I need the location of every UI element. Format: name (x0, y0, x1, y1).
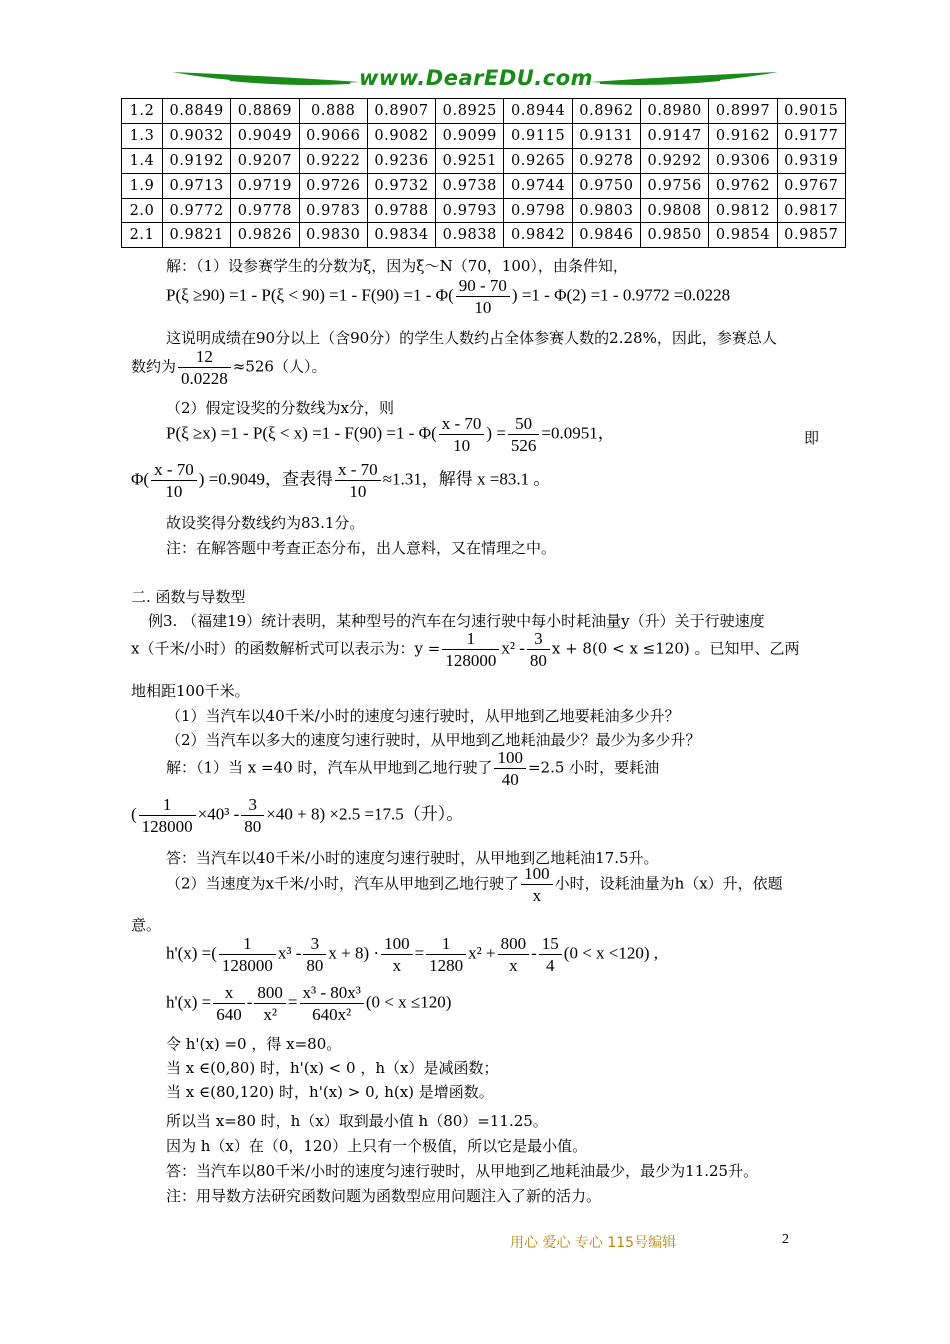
table-cell: 0.9192 (163, 148, 231, 173)
decreasing-line: 当 x ∈(0,80) 时，h'(x) < 0 ，h（x）是减函数； (166, 1059, 499, 1077)
derivative-eq1: h'(x) =( $\frac{1}{128000}$ x³ - $\frac{3}{80}$ x + 8) · $\frac{100}{x}$ = $\frac{1}{1280}$ x² + $\frac{800}{x}$ - $\frac{15}{4}$ (0 < x <120) , (166, 934, 659, 975)
table-cell: 0.9131 (572, 123, 640, 148)
table-cell: 0.9842 (504, 223, 572, 248)
table-cell: 0.9319 (777, 148, 845, 173)
minimum-line: 所以当 x=80 时，h（x）取到最小值 h（80）=11.25。 (166, 1112, 548, 1130)
table-cell: 0.9850 (641, 223, 709, 248)
fraction: $\frac{\text{x³ - 80x³}}{\text{640x²}}$ (300, 983, 364, 1024)
solution-2: （2）当速度为x千米/小时，汽车从甲地到乙地行驶了 $\frac{100}{x}$ 小时，设耗油量为h（x）升，依题 (166, 864, 783, 905)
table-cell: 0.9162 (709, 123, 777, 148)
table-cell: 0.9732 (367, 173, 435, 198)
table-cell: 0.9015 (777, 99, 845, 124)
table-cell: 0.9857 (777, 223, 845, 248)
sol2-line2: Φ( $\frac{x - 70}{10}$ ) =0.9049，查表得 $\frac{x - 70}{10}$ ≈1.31，解得 x =83.1 。 (131, 460, 551, 501)
fraction: $\frac{800}{\text{x²}}$ (254, 983, 286, 1024)
table-cell: 0.9854 (709, 223, 777, 248)
fraction: $\frac{100}{40}$ (494, 748, 526, 789)
table-cell: 0.9812 (709, 198, 777, 223)
table-cell: 0.9834 (367, 223, 435, 248)
fraction: $\frac{3}{80}$ (303, 934, 326, 975)
table-cell: 0.9713 (163, 173, 231, 198)
table-cell: 0.9236 (367, 148, 435, 173)
fraction: $\frac{100}{x}$ (381, 934, 413, 975)
table-cell: 0.8869 (231, 99, 299, 124)
table-cell: 0.8925 (436, 99, 504, 124)
answer-2: 答：当汽车以80千米/小时的速度匀速行驶时，从甲地到乙地耗油最少，最少为11.25升。 (166, 1162, 759, 1180)
fraction: $\frac{x - 70}{10}$ (151, 460, 197, 501)
table-cell: 0.9772 (163, 198, 231, 223)
table-cell: 0.8907 (367, 99, 435, 124)
table-cell: 0.8944 (504, 99, 572, 124)
row-header-cell: 1.9 (122, 173, 163, 198)
sol1-text1: 这说明成绩在90分以上（含90分）的学生人数约占全体参赛人数的2.28%，因此，参赛总人 (166, 329, 777, 347)
sol1-intro: 解：（1）设参赛学生的分数为ξ，因为ξ～N（70，100），由条件知， (166, 257, 628, 275)
table-cell: 0.9767 (777, 173, 845, 198)
table-cell: 0.9826 (231, 223, 299, 248)
table-row (122, 198, 846, 223)
table-cell: 0.8849 (163, 99, 231, 124)
row-header-cell: 2.0 (122, 198, 163, 223)
table-cell: 0.9222 (299, 148, 367, 173)
table-cell: 0.9830 (299, 223, 367, 248)
table-cell: 0.888 (299, 99, 367, 124)
sol1-equation: P(ξ ≥90) =1 - P(ξ < 90) =1 - F(90) =1 - Φ( $\frac{90 - 70}{10}$ ) =1 - Φ(2) =1 - 0.9772 =0.0228 (166, 276, 731, 317)
solution-1: 解：（1）当 x =40 时，汽车从甲地到乙地行驶了 $\frac{100}{40}$ =2.5 小时，要耗油 (166, 748, 660, 789)
sol2-intro: （2）假定设奖的分数线为x分，则 (166, 399, 395, 417)
question-2: （2）当汽车以多大的速度匀速行驶时，从甲地到乙地耗油最少？最少为多少升？ (166, 731, 701, 749)
solution-2-line2: 意。 (131, 916, 162, 934)
increasing-line: 当 x ∈(80,120) 时，h'(x) > 0, h(x) 是增函数。 (166, 1083, 494, 1101)
header-logo (170, 62, 780, 96)
fraction: $\frac{15}{4}$ (539, 934, 562, 975)
table-cell: 0.9846 (572, 223, 640, 248)
table-cell: 0.9719 (231, 173, 299, 198)
set-zero-line: 令 h'(x) =0 ，得 x=80。 (166, 1035, 342, 1053)
table-cell: 0.9115 (504, 123, 572, 148)
table-cell: 0.9066 (299, 123, 367, 148)
table-cell: 0.9738 (436, 173, 504, 198)
table-cell: 0.9292 (641, 148, 709, 173)
fraction: $\frac{x}{640}$ (213, 983, 245, 1024)
table-cell: 0.9251 (436, 148, 504, 173)
table-cell: 0.9147 (641, 123, 709, 148)
table-cell: 0.9049 (231, 123, 299, 148)
table-cell: 0.9793 (436, 198, 504, 223)
table-cell: 0.9265 (504, 148, 572, 173)
table-cell: 0.9783 (299, 198, 367, 223)
example-line3: 地相距100千米。 (131, 682, 250, 700)
fraction: $\frac{x - 70}{10}$ (335, 460, 381, 501)
table-cell: 0.9082 (367, 123, 435, 148)
fraction: $\frac{50}{526}$ (508, 414, 540, 455)
logo-text: www.DearEDU.com (358, 66, 594, 90)
table-cell: 0.9798 (504, 198, 572, 223)
table-cell: 0.9306 (709, 148, 777, 173)
phi-table (121, 98, 846, 248)
row-header-cell: 1.3 (122, 123, 163, 148)
example-line1: 例3. （福建19）统计表明，某种型号的汽车在匀速行驶中每小时耗油量y（升）关于行驶速度 (148, 612, 765, 630)
table-cell: 0.8980 (641, 99, 709, 124)
table-cell: 0.9788 (367, 198, 435, 223)
fraction: $\frac{1}{128000}$ (139, 795, 196, 836)
sol1-text2: 数约为 $\frac{12}{0.0228}$ ≈526（人）。 (131, 347, 327, 388)
derivative-eq2: h'(x) = $\frac{x}{640}$ - $\frac{800}{\text{x²}}$ = $\frac{\text{x³ - 80x³}}{\text{640x²}}$ (0 < x ≤120) (166, 983, 452, 1024)
table-cell: 0.9756 (641, 173, 709, 198)
table-cell: 0.9750 (572, 173, 640, 198)
table-row (122, 148, 846, 173)
table-cell: 0.9803 (572, 198, 640, 223)
fraction: $\frac{3}{80}$ (241, 795, 264, 836)
fraction: $\frac{100}{x}$ (521, 864, 553, 905)
section-title: 二. 函数与导数型 (131, 588, 246, 606)
row-header-cell: 1.2 (122, 99, 163, 124)
fraction: $\frac{1}{128000}$ (219, 934, 276, 975)
solution-1-line2: ( $\frac{1}{128000}$ ×40³ - $\frac{3}{80}$ ×40 + 8) ×2.5 =17.5（升）。 (131, 795, 464, 836)
fraction: $\frac{90 - 70}{10}$ (456, 276, 510, 317)
table-cell: 0.9207 (231, 148, 299, 173)
ji-text: 即 (804, 429, 820, 447)
sol2-note: 注：在解答题中考查正态分布，出人意料，又在情理之中。 (166, 539, 557, 557)
table-cell: 0.9778 (231, 198, 299, 223)
only-extremum-line: 因为 h（x）在（0，120）上只有一个极值，所以它是最小值。 (166, 1137, 588, 1155)
sol2-equation: P(ξ ≥x) =1 - P(ξ < x) =1 - F(90) =1 - Φ( $\frac{x - 70}{10}$ ) = $\frac{50}{526}$ =0.0951， (166, 414, 615, 455)
row-header-cell: 1.4 (122, 148, 163, 173)
footer-text: 用心 爱心 专心 115号编辑 (510, 1235, 677, 1251)
table-row (122, 123, 846, 148)
fraction: $\frac{x - 70}{10}$ (439, 414, 485, 455)
table-cell: 0.8962 (572, 99, 640, 124)
table-cell: 0.9032 (163, 123, 231, 148)
table-row (122, 99, 846, 124)
section2-note: 注：用导数方法研究函数问题为函数型应用问题注入了新的活力。 (166, 1187, 602, 1205)
table-row (122, 173, 846, 198)
question-1: （1）当汽车以40千米/小时的速度匀速行驶时，从甲地到乙地要耗油多少升？ (166, 707, 680, 725)
table-row (122, 223, 846, 248)
table-cell: 0.9177 (777, 123, 845, 148)
table-cell: 0.9821 (163, 223, 231, 248)
table-cell: 0.9817 (777, 198, 845, 223)
table-cell: 0.9808 (641, 198, 709, 223)
table-cell: 0.9099 (436, 123, 504, 148)
table-cell: 0.9838 (436, 223, 504, 248)
example-line2: x（千米/小时）的函数解析式可以表示为：y = $\frac{1}{128000}$ x² - $\frac{3}{80}$ x + 8(0 < x ≤120) 。已知甲、乙两 (131, 629, 800, 670)
table-cell: 0.9726 (299, 173, 367, 198)
page-number: 2 (782, 1232, 789, 1247)
table-cell: 0.9762 (709, 173, 777, 198)
fraction: $\frac{1}{128000}$ (442, 629, 499, 670)
fraction: $\frac{800}{x}$ (498, 934, 530, 975)
fraction: $\frac{3}{80}$ (527, 629, 550, 670)
table-cell: 0.9744 (504, 173, 572, 198)
fraction: $\frac{12}{0.0228}$ (178, 347, 231, 388)
sol2-conclusion: 故设奖得分数线约为83.1分。 (166, 514, 365, 532)
table-cell: 0.9278 (572, 148, 640, 173)
table-cell: 0.8997 (709, 99, 777, 124)
fraction: $\frac{1}{1280}$ (426, 934, 466, 975)
answer-1: 答：当汽车以40千米/小时的速度匀速行驶时，从甲地到乙地耗油17.5升。 (166, 849, 659, 867)
row-header-cell: 2.1 (122, 223, 163, 248)
